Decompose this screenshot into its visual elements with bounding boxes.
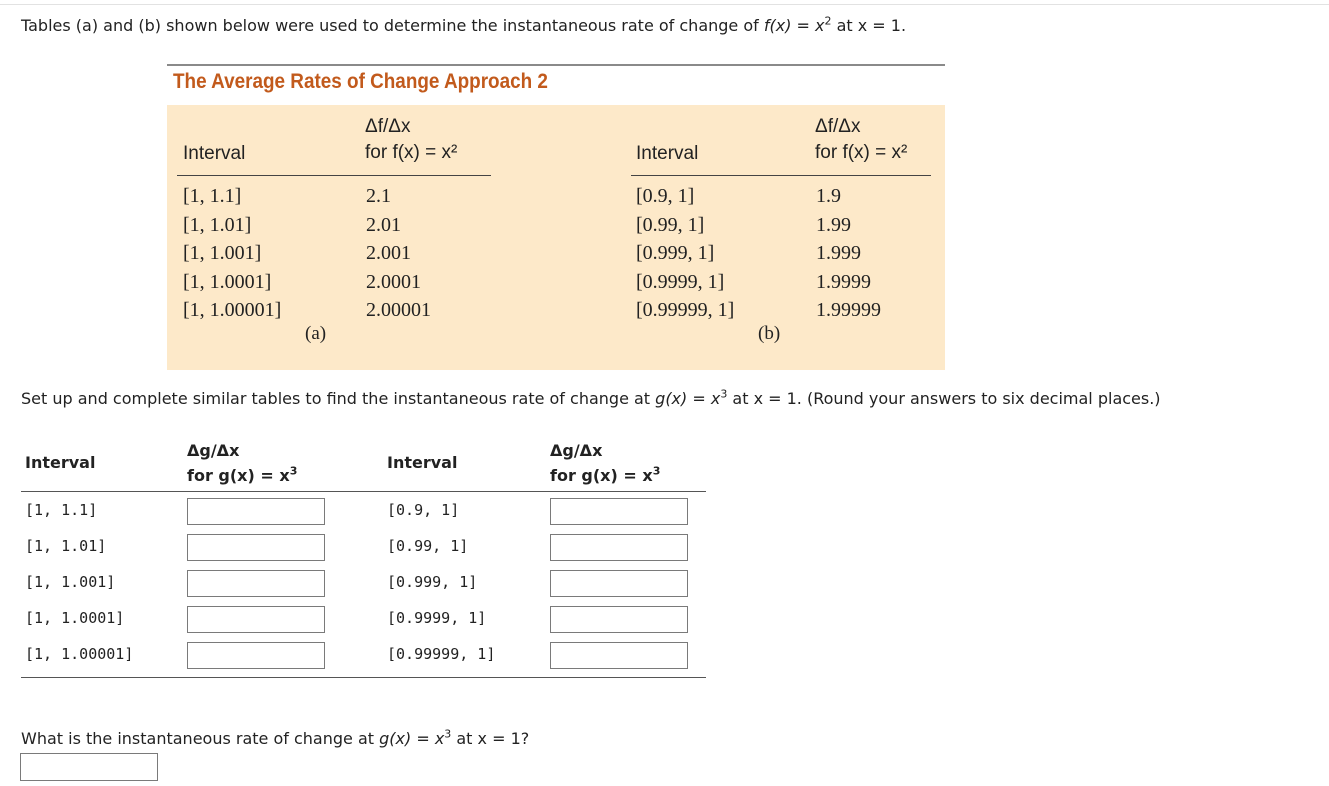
figure-top-rule [167,64,945,66]
answer-table-bottom-rule [21,677,706,678]
table-row [21,495,706,531]
table-a-rate: 2.1 [366,185,391,207]
top-divider [0,4,1329,5]
right-rate-header-bottom: for $g(x) = x^3$ [550,464,661,485]
table-b-rate-header-top: Δf/Δx [815,116,861,137]
table-b-label: (b) [758,323,781,344]
table-b-rate: 1.999 [816,242,861,265]
table-a-interval: [1, 1.1] [183,185,242,207]
right-interval: [0.99, 1] [387,537,469,555]
table-a-rates [366,182,431,325]
left-interval: [1, 1.001] [25,573,116,591]
table-b-interval: [0.999, 1] [636,242,715,265]
table-a-interval: [1, 1.001] [183,242,262,265]
left-rate-header-top: Δg/Δx [187,441,240,460]
textbook-figure [167,64,945,370]
left-answer-input[interactable] [187,606,325,633]
final-question-text: What is the instantaneous rate of change at $g(x) = x^3$ at x = 1? [21,727,530,748]
left-interval: [1, 1.1] [25,501,98,519]
table-b-interval: [0.99, 1] [636,213,705,236]
table-a-interval-header: Interval [183,143,246,164]
table-a-rate-header-bottom: for f(x) = x² [365,142,458,163]
right-interval: [0.999, 1] [387,573,478,591]
right-answer-input[interactable] [550,642,688,669]
table-row [21,531,706,567]
right-answer-input[interactable] [550,606,688,633]
left-rate-header-bottom: for $g(x) = x^3$ [187,464,298,485]
table-a-rate: 2.01 [366,213,401,236]
table-a-rate: 2.001 [366,242,411,265]
left-interval: [1, 1.0001] [25,609,125,627]
table-b-intervals [636,182,734,325]
right-interval-header: Interval [387,453,458,472]
table-b-rates [816,182,881,325]
table-a-intervals [183,182,281,325]
table-b-interval: [0.9999, 1] [636,270,725,293]
table-a-rate: 2.00001 [366,299,431,322]
right-interval: [0.9, 1] [387,501,460,519]
table-a-header-rule [177,175,491,176]
right-interval: [0.99999, 1] [387,645,496,663]
intro-text: Tables (a) and (b) shown below were used to determine the instantaneous rate of change of $f(x) = x^2$ at x = 1. [21,14,907,35]
table-b-interval: [0.99999, 1] [636,299,735,322]
table-row [21,567,706,603]
table-b-rate-header-bottom: for f(x) = x² [815,142,908,163]
left-answer-input[interactable] [187,642,325,669]
right-answer-input[interactable] [550,570,688,597]
left-answer-input[interactable] [187,570,325,597]
table-a-label: (a) [305,323,327,344]
table-b-header-rule [631,175,931,176]
table-b-interval-header: Interval [636,143,699,164]
table-a-interval: [1, 1.0001] [183,270,272,293]
table-b-rate: 1.99 [816,213,851,236]
left-answer-input[interactable] [187,498,325,525]
answer-table-header-rule [21,491,706,492]
left-interval-header: Interval [25,453,96,472]
table-a-interval: [1, 1.00001] [183,299,282,322]
right-rate-header-top: Δg/Δx [550,441,603,460]
table-row [21,639,706,675]
figure-title: The Average Rates of Change Approach 2 [173,70,548,93]
table-b-rate: 1.99999 [816,299,881,322]
left-answer-input[interactable] [187,534,325,561]
table-a-rate: 2.0001 [366,270,421,293]
instructions-text: Set up and complete similar tables to find the instantaneous rate of change at $g(x) = x^3$ at x = 1. (Round your answers to six decimal places.) [21,387,1161,408]
table-b-rate: 1.9999 [816,270,871,293]
table-a-interval: [1, 1.01] [183,213,252,236]
right-answer-input[interactable] [550,498,688,525]
left-interval: [1, 1.00001] [25,645,134,663]
table-row [21,603,706,639]
answer-table [21,430,706,679]
table-b-interval: [0.9, 1] [636,185,695,207]
left-interval: [1, 1.01] [25,537,107,555]
table-a-rate-header-top: Δf/Δx [365,116,411,137]
table-b-rate: 1.9 [816,185,841,207]
final-answer-input[interactable] [20,753,158,781]
right-answer-input[interactable] [550,534,688,561]
right-interval: [0.9999, 1] [387,609,487,627]
